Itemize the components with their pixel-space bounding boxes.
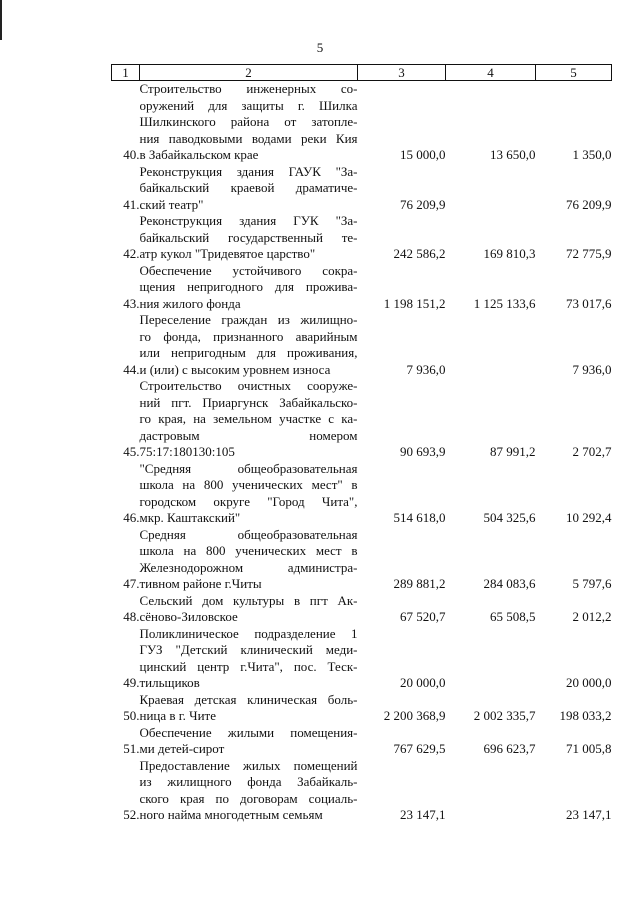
description-line: или непригодным для проживания, <box>139 345 358 360</box>
value-col-5: 76 209,9 <box>566 196 612 212</box>
table-row <box>112 312 612 378</box>
row-number: 50. <box>123 708 140 723</box>
value-col-5: 2 012,2 <box>572 609 612 624</box>
value-col-4 <box>446 758 536 824</box>
row-description <box>140 378 358 461</box>
table-row <box>112 263 612 313</box>
value-col-4: 87 991,2 <box>490 444 536 459</box>
description-line: школа на 800 ученических мест в <box>139 543 358 558</box>
description-line: мкр. Каштакский" <box>139 510 241 525</box>
budget-table <box>111 64 612 824</box>
value-col-5: 2 702,7 <box>572 444 612 459</box>
row-number: 41. <box>123 196 140 212</box>
header-col-3: 3 <box>358 65 446 81</box>
table-body <box>112 81 612 824</box>
value-col-3: 15 000,0 <box>400 147 446 162</box>
value-col-3: 514 618,0 <box>393 510 446 525</box>
row-number: 43. <box>123 295 140 311</box>
description-line: Переселение граждан из жилищно- <box>139 312 358 327</box>
value-col-3: 90 693,9 <box>400 444 446 459</box>
description-line: тивном районе г.Читы <box>139 576 262 591</box>
row-description <box>140 461 358 527</box>
row-description <box>140 213 358 263</box>
description-line: городском округе "Город Чита", <box>139 493 358 509</box>
value-col-4: 284 083,6 <box>483 576 536 591</box>
description-line: атр кукол "Тридевятое царство" <box>139 246 316 261</box>
description-line: Краевая детская клиническая боль- <box>139 691 358 707</box>
description-line: ния жилого фонда <box>139 295 241 311</box>
row-number: 46. <box>123 510 140 525</box>
value-col-5: 23 147,1 <box>566 807 612 822</box>
header-col-1: 1 <box>112 65 140 81</box>
row-description <box>140 725 358 758</box>
page-number: 5 <box>316 40 324 55</box>
value-col-3: 242 586,2 <box>393 246 446 261</box>
value-col-4: 504 325,6 <box>483 510 536 525</box>
description-line: сёново-Зиловское <box>139 609 238 624</box>
row-number: 51. <box>123 741 140 756</box>
table-row <box>112 758 612 824</box>
value-col-4 <box>446 164 536 214</box>
value-col-4: 169 810,3 <box>483 246 536 261</box>
row-number: 48. <box>123 609 140 624</box>
row-number: 44. <box>123 361 140 377</box>
description-line: Строительство очистных сооруже- <box>139 378 358 393</box>
description-line: 75:17:180130:105 <box>139 444 235 459</box>
table-row <box>112 81 612 164</box>
table-row <box>112 725 612 758</box>
value-col-4: 2 002 335,7 <box>473 708 536 723</box>
value-col-4: 13 650,0 <box>490 147 536 162</box>
row-number: 40. <box>123 147 140 162</box>
value-col-4 <box>446 312 536 378</box>
value-col-3: 76 209,9 <box>400 196 446 212</box>
description-line: ми детей-сирот <box>139 741 225 756</box>
value-col-3: 23 147,1 <box>400 807 446 822</box>
description-line: Обеспечение жилыми помещения- <box>139 724 358 740</box>
description-line: Обеспечение устойчивого сокра- <box>139 262 358 278</box>
row-number: 52. <box>123 807 140 822</box>
description-line: Шилкинского района от затопле- <box>139 114 358 129</box>
row-number: 47. <box>123 576 140 591</box>
row-description <box>140 527 358 593</box>
description-line: Строительство инженерных со- <box>139 81 358 96</box>
table-row <box>112 164 612 214</box>
row-description <box>140 758 358 824</box>
description-line: щения непригодного для прожива- <box>139 279 358 294</box>
value-col-5: 20 000,0 <box>566 675 612 690</box>
description-line: байкальский государственный те- <box>139 229 358 245</box>
value-col-4: 696 623,7 <box>483 741 536 756</box>
value-col-5: 198 033,2 <box>559 708 612 723</box>
description-line: Предоставление жилых помещений <box>139 757 358 773</box>
value-col-3: 1 198 151,2 <box>383 295 446 311</box>
value-col-4: 1 125 133,6 <box>473 295 536 311</box>
row-description <box>140 593 358 626</box>
description-line: ний пгт. Приаргунск Забайкальско- <box>139 394 358 410</box>
header-col-2: 2 <box>140 65 358 81</box>
value-col-3: 67 520,7 <box>400 609 446 624</box>
row-description <box>140 692 358 725</box>
description-line: ния паводковыми водами реки Кия <box>139 130 358 146</box>
description-line: из жилищного фонда Забайкаль- <box>139 774 358 789</box>
description-line: "Средняя общеобразовательная <box>139 460 358 476</box>
description-line: школа на 800 ученических мест" в <box>139 477 358 492</box>
row-number: 49. <box>123 675 140 690</box>
table-row <box>112 593 612 626</box>
value-col-3: 767 629,5 <box>393 741 446 756</box>
description-line: Средняя общеобразовательная <box>139 526 358 542</box>
header-col-5: 5 <box>536 65 612 81</box>
description-line: цинский центр г.Чита", пос. Теск- <box>139 658 358 674</box>
description-line: ский театр" <box>139 196 204 212</box>
description-line: Сельский дом культуры в пгт Ак- <box>139 592 358 608</box>
description-line: ГУЗ "Детский клинический меди- <box>139 642 358 657</box>
value-col-5: 1 350,0 <box>572 147 612 162</box>
description-line: Поликлиническое подразделение 1 <box>139 625 358 641</box>
description-line: тильщиков <box>139 675 200 690</box>
table-row <box>112 461 612 527</box>
description-line: ного найма многодетным семьям <box>139 807 323 822</box>
value-col-5: 7 936,0 <box>572 361 612 377</box>
header-col-4: 4 <box>446 65 536 81</box>
row-description <box>140 81 358 164</box>
table-row <box>112 527 612 593</box>
value-col-5: 72 775,9 <box>566 246 612 261</box>
row-number: 45. <box>123 444 140 459</box>
description-line: Реконструкция здания ГУК "За- <box>139 213 358 228</box>
description-line: го фонда, признанного аварийным <box>139 328 358 344</box>
header-row <box>112 65 612 81</box>
value-col-4 <box>446 626 536 692</box>
value-col-4: 65 508,5 <box>490 609 536 624</box>
description-line: дастровым номером <box>139 427 358 443</box>
description-line: Железнодорожном администра- <box>139 559 358 575</box>
description-line: го края, на земельном участке с ка- <box>139 411 358 426</box>
table-row <box>112 378 612 461</box>
description-line: байкальский краевой драматиче- <box>139 180 358 195</box>
value-col-3: 20 000,0 <box>400 675 446 690</box>
scan-edge-mark <box>0 0 2 40</box>
row-number: 42. <box>123 246 140 261</box>
row-description <box>140 164 358 214</box>
value-col-5: 71 005,8 <box>566 741 612 756</box>
value-col-3: 289 881,2 <box>393 576 446 591</box>
value-col-5: 73 017,6 <box>566 295 612 311</box>
table-row <box>112 626 612 692</box>
description-line: ница в г. Чите <box>139 708 217 723</box>
value-col-3: 2 200 368,9 <box>383 708 446 723</box>
description-line: в Забайкальском крае <box>139 147 259 162</box>
row-description <box>140 626 358 692</box>
value-col-5: 10 292,4 <box>566 510 612 525</box>
table-row <box>112 213 612 263</box>
table-row <box>112 692 612 725</box>
description-line: и (или) с высоким уровнем износа <box>139 361 331 377</box>
description-line: ского края по договорам социаль- <box>139 790 358 806</box>
value-col-5: 5 797,6 <box>572 576 612 591</box>
description-line: оружений для защиты г. Шилка <box>139 97 358 113</box>
row-description <box>140 312 358 378</box>
row-description <box>140 263 358 313</box>
description-line: Реконструкция здания ГАУК "За- <box>139 163 358 179</box>
value-col-3: 7 936,0 <box>406 361 446 377</box>
